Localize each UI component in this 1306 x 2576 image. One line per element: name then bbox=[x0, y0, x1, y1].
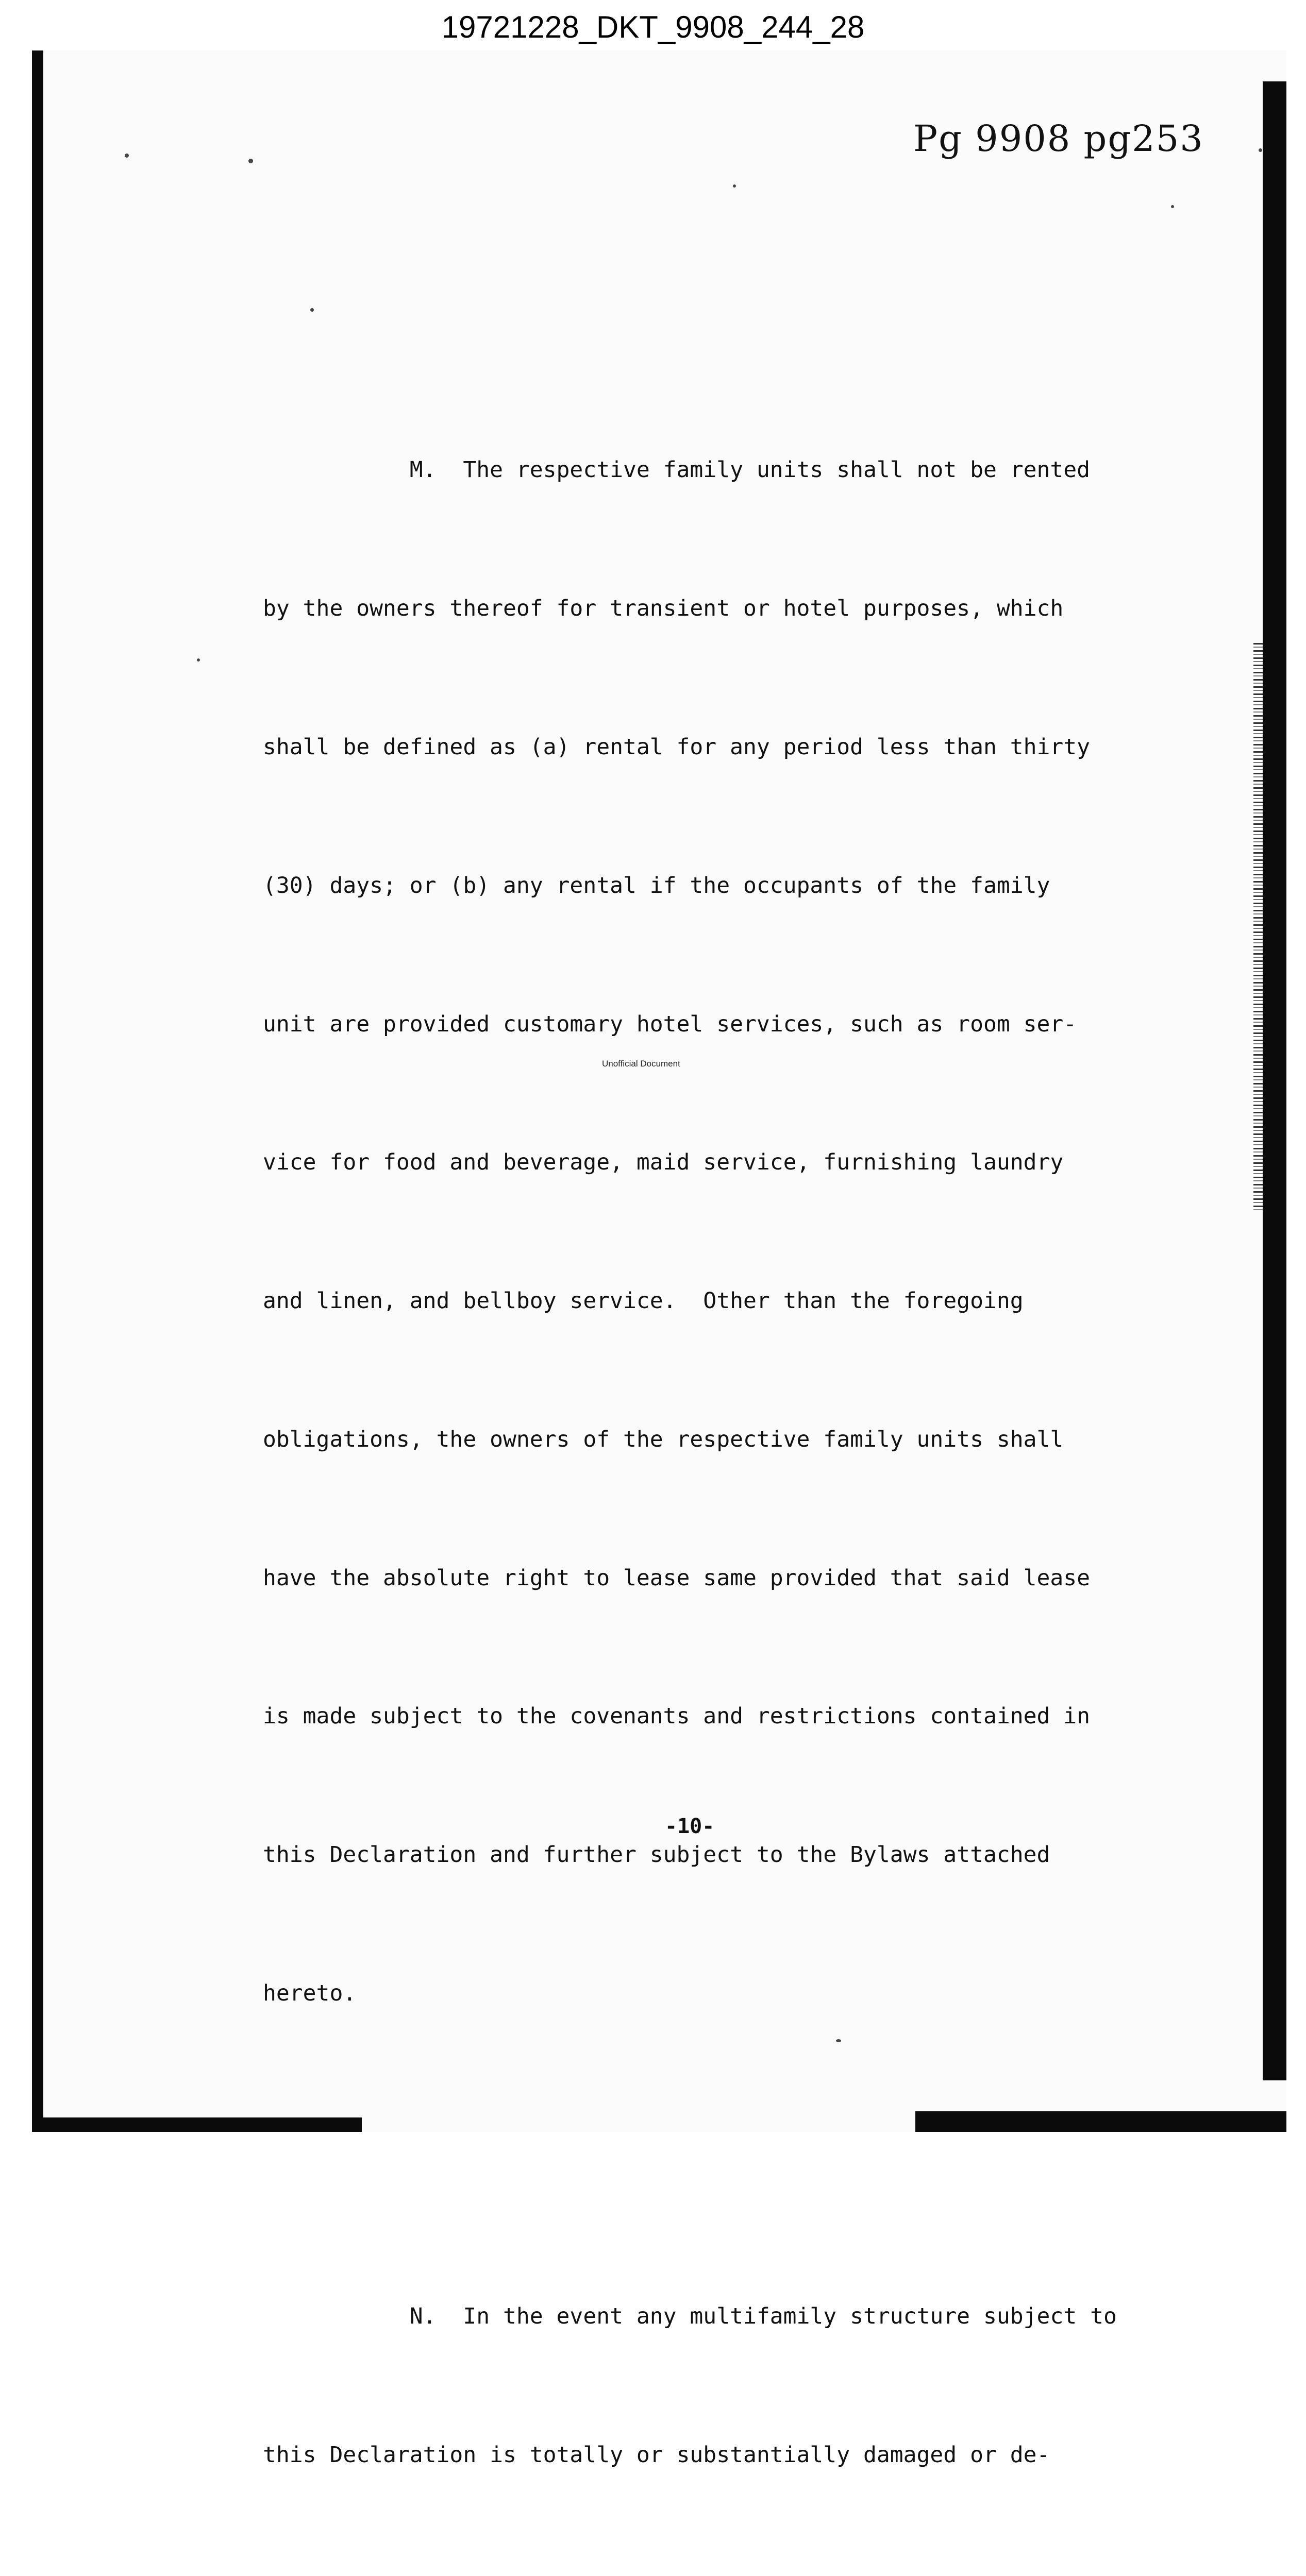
scan-speck bbox=[125, 154, 129, 158]
text-line: by the owners thereof for transient or hotel purposes, which bbox=[263, 596, 1064, 622]
scan-noise-stripe bbox=[1253, 643, 1263, 1210]
text-line: M. The respective family units shall not be rented bbox=[263, 457, 1091, 483]
text-line: N. In the event any multifamily structure subject to bbox=[263, 2303, 1117, 2330]
text-line: this Declaration is totally or substantially damaged or de- bbox=[263, 2442, 1050, 2468]
text-line: obligations, the owners of the respective family units shall bbox=[263, 1426, 1064, 1452]
text-line: this Declaration and further subject to the Bylaws attached bbox=[263, 1842, 1050, 1868]
scan-speck bbox=[733, 184, 736, 188]
text-line: hereto. bbox=[263, 1980, 357, 2006]
paragraph-m bbox=[263, 355, 1201, 2109]
paragraph-n bbox=[263, 2201, 1201, 2576]
text-line: (30) days; or (b) any rental if the occupants of the family bbox=[263, 872, 1050, 899]
text-line bbox=[263, 2571, 1201, 2576]
scan-edge-right bbox=[1263, 81, 1286, 2080]
document-id: 19721228_DKT_9908_244_28 bbox=[441, 10, 865, 44]
text-line: vice for food and beverage, maid service, furnishing laundry bbox=[263, 1149, 1064, 1176]
scan-speck bbox=[1171, 205, 1174, 208]
text-line: and linen, and bellboy service. Other than the foregoing bbox=[263, 1288, 1024, 1314]
text-line: shall be defined as (a) rental for any period less than thirty bbox=[263, 734, 1091, 760]
scan-speck bbox=[1259, 148, 1262, 152]
document-body bbox=[263, 263, 1201, 2576]
scan-edge-left bbox=[32, 50, 43, 2132]
scan-speck bbox=[248, 159, 253, 163]
book-page-stamp: Pg 9908 pg253 bbox=[913, 117, 1204, 160]
scan-speck bbox=[197, 658, 200, 662]
page-number: -10- bbox=[665, 1815, 715, 1838]
text-line: unit are provided customary hotel services, such as room ser- bbox=[263, 1011, 1077, 1037]
unofficial-watermark: Unofficial Document bbox=[602, 1059, 680, 1069]
text-line: is made subject to the covenants and restrictions contained in bbox=[263, 1703, 1091, 1730]
text-line: have the absolute right to lease same provided that said lease bbox=[263, 1565, 1091, 1591]
